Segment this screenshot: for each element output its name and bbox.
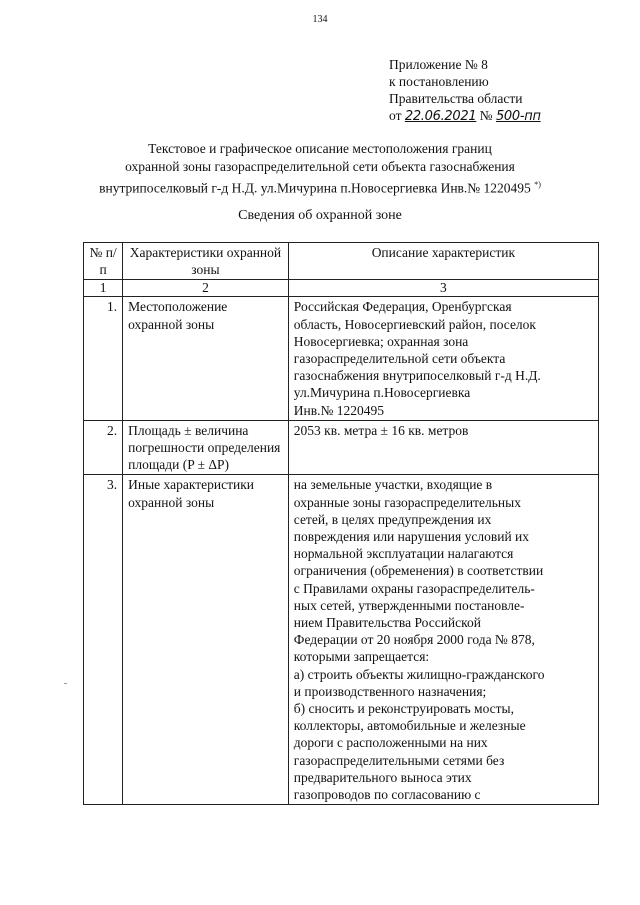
- protection-zone-table: [83, 242, 599, 805]
- row-number: 2.: [84, 420, 123, 475]
- header-description: Описание характеристик: [288, 243, 598, 280]
- column-number: 1: [84, 280, 123, 297]
- table-row: [84, 297, 599, 420]
- handwritten-number: 500-пп: [495, 109, 541, 124]
- title-line-3: [60, 176, 580, 198]
- column-number-row: [84, 280, 599, 297]
- section-title: Сведения об охранной зоне: [238, 208, 402, 223]
- table-row: [84, 420, 599, 475]
- date-prefix: от: [389, 108, 402, 123]
- appendix-date-line: [389, 107, 541, 125]
- row-characteristic: Местоположение охранной зоны: [123, 297, 289, 420]
- page-number: 134: [312, 14, 328, 25]
- title-line-1: Текстовое и графическое описание местоположения границ: [148, 141, 492, 156]
- handwritten-date: 22.06.2021: [404, 109, 477, 124]
- appendix-line-1: Приложение № 8: [389, 57, 488, 72]
- appendix-line-2: к постановлению: [389, 74, 489, 89]
- column-number: 2: [123, 280, 289, 297]
- header-characteristics: Характеристики охранной зоны: [123, 243, 289, 280]
- appendix-block: [389, 56, 541, 125]
- row-description: на земельные участки, входящие в охранные зоны газораспределительных сетей, в целях предупреждения их повреждения или нарушения условий их нормальной эксплуатации налагаются ограничения (обременения) в соответствии с Правилами охраны газораспределитель- ных сетей, утвержденными постановле- нием Правительства Российской Федерации от 20 ноября 2000 года № 878, которыми запрещается: а) строить объекты жилищно-гражданского и производственного назначения; б) сносить и реконструировать мосты, коллекторы, автомобильные и железные дороги с расположенными на них газораспределительными сетями без предварительного выноса этих газопроводов по согласованию с: [288, 475, 598, 805]
- title-line-2: охранной зоны газораспределительной сети объекта газоснабжения: [125, 159, 515, 174]
- header-number: № п/п: [84, 243, 123, 280]
- table-row: [84, 475, 599, 805]
- row-characteristic: Площадь ± величина погрешности определения площади (P ± ΔP): [123, 420, 289, 475]
- row-number: 3.: [84, 475, 123, 805]
- row-description: 2053 кв. метра ± 16 кв. метров: [288, 420, 598, 475]
- title-line-3-text: внутрипоселковый г-д Н.Д. ул.Мичурина п.Новосергиевка Инв.№ 1220495: [99, 180, 531, 196]
- footnote-mark: *): [534, 180, 541, 189]
- appendix-line-3: Правительства области: [389, 91, 523, 106]
- column-number: 3: [288, 280, 598, 297]
- row-description: Российская Федерация, Оренбургская область, Новосергиевский район, поселок Новосергиевка; охранная зона газораспределительной сети объекта газоснабжения внутрипоселковый г-д Н.Д. ул.Мичурина п.Новосергиевка Инв.№ 1220495: [288, 297, 598, 420]
- number-sign: №: [479, 108, 493, 123]
- row-number: 1.: [84, 297, 123, 420]
- row-characteristic: Иные характеристики охранной зоны: [123, 475, 289, 805]
- scan-mark: [64, 683, 67, 684]
- document-title: [60, 140, 580, 198]
- table-header-row: [84, 243, 599, 280]
